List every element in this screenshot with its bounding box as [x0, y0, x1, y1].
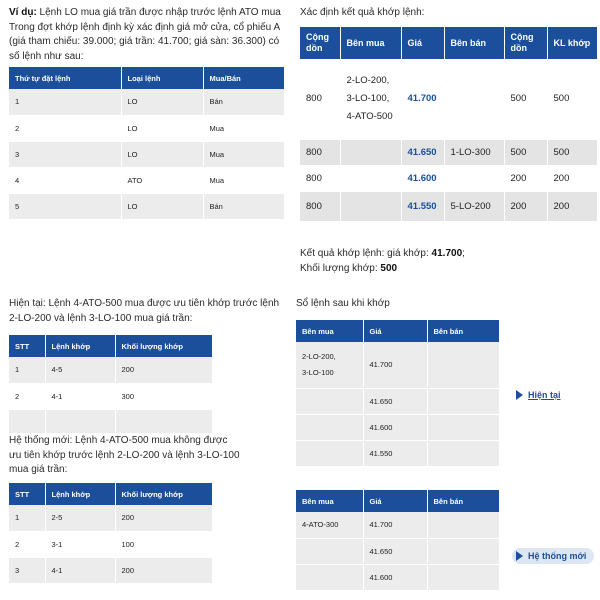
current-header-1: Lệnh khớp — [45, 335, 115, 357]
table-cell: Bán — [203, 193, 284, 219]
table-cell: 4-ATO-300 — [296, 512, 363, 538]
table-cell — [115, 409, 212, 433]
after-title: Sổ lệnh sau khi khớp — [296, 298, 390, 309]
current-header-0: STT — [9, 335, 45, 357]
table-cell — [296, 564, 363, 590]
table-cell: 3 — [9, 141, 121, 167]
table-cell: 1 — [9, 357, 45, 383]
table-row — [296, 414, 499, 440]
table-cell: 4-1 — [45, 383, 115, 409]
table-row — [300, 191, 597, 221]
table-cell: 5-LO-200 — [444, 191, 504, 221]
table-cell: 41.600 — [363, 564, 427, 590]
table-cell: 41.600 — [401, 165, 444, 191]
table-cell: 200 — [547, 191, 597, 221]
example-paragraph — [9, 6, 281, 64]
volume-value: 500 — [380, 263, 398, 274]
result-price: 41.700 — [431, 248, 463, 259]
table-cell — [296, 388, 363, 414]
table-cell — [296, 538, 363, 564]
volume-prefix: Khối lượng khớp: — [300, 263, 381, 274]
new-system-text: Hệ thống mới: Lệnh 4-ATO-500 mua không được ưu tiên khớp trước lệnh 2-LO-200 và lệnh 3-LO-100 mua giá trần: — [9, 435, 240, 475]
table-cell: 41.700 — [401, 59, 444, 139]
table-cell: 500 — [504, 59, 547, 139]
matching-title: Xác định kết quả khớp lệnh: — [300, 7, 425, 18]
current-label-text: Hiện tại — [528, 390, 561, 400]
table-cell: 200 — [504, 191, 547, 221]
table-cell: 4-1 — [45, 557, 115, 583]
table-row — [9, 357, 212, 383]
orders-header-1: Loại lệnh — [121, 67, 203, 89]
table-cell: 200 — [504, 165, 547, 191]
after-current-header-2: Bên bán — [427, 320, 499, 342]
table-cell — [340, 139, 401, 165]
table-cell: Mua — [203, 115, 284, 141]
table-cell: 3 — [9, 557, 45, 583]
example-text: Lệnh LO mua giá trần được nhập trước lệnh ATO mua Trong đợt khớp lệnh định kỳ xác định giá mở cửa, cổ phiếu A (giá tham chiếu: 39.000; giá trần: 41.700; giá sàn: 36.300) có số lệnh như sau: — [9, 7, 281, 62]
table-cell: 41.700 — [363, 512, 427, 538]
table-row — [296, 512, 499, 538]
table-cell: 800 — [300, 139, 340, 165]
matching-header-0: Cộng dồn — [300, 27, 340, 59]
table-cell: 500 — [504, 139, 547, 165]
table-cell: 200 — [115, 557, 212, 583]
table-cell: 41.650 — [401, 139, 444, 165]
table-cell: LO — [121, 89, 203, 115]
new-label — [512, 548, 594, 564]
table-cell: Bán — [203, 89, 284, 115]
table-cell — [296, 414, 363, 440]
table-cell — [427, 512, 499, 538]
table-row — [300, 59, 597, 139]
table-cell: 5 — [9, 193, 121, 219]
table-cell: Mua — [203, 167, 284, 193]
new-label-text: Hệ thống mới — [528, 551, 587, 561]
table-cell — [296, 440, 363, 466]
table-cell: 500 — [547, 59, 597, 139]
table-cell: 41.700 — [363, 342, 427, 388]
triangle-right-icon — [516, 390, 523, 400]
table-cell — [444, 165, 504, 191]
table-row — [296, 440, 499, 466]
table-row — [9, 141, 284, 167]
table-cell: 500 — [547, 139, 597, 165]
matching-header-4: Cộng dồn — [504, 27, 547, 59]
matching-header-2: Giá — [401, 27, 444, 59]
table-row — [9, 383, 212, 409]
current-header-2: Khối lượng khớp — [115, 335, 212, 357]
table-row — [296, 538, 499, 564]
newsys-header-1: Lệnh khớp — [45, 483, 115, 505]
orders-header-2: Mua/Bán — [203, 67, 284, 89]
table-cell — [427, 440, 499, 466]
result-prefix: Kết quả khớp lệnh: giá khớp: — [300, 248, 432, 259]
table-row — [9, 531, 212, 557]
matching-header-5: KL khớp — [547, 27, 597, 59]
table-cell: 41.650 — [363, 388, 427, 414]
table-row — [9, 167, 284, 193]
after-new-table — [296, 490, 500, 591]
table-cell: 1 — [9, 505, 45, 531]
table-cell: 4-5 — [45, 357, 115, 383]
table-cell: 41.550 — [363, 440, 427, 466]
table-row — [9, 115, 284, 141]
matching-result — [300, 247, 465, 262]
table-cell — [9, 409, 45, 433]
newsys-header-0: STT — [9, 483, 45, 505]
after-new-header-0: Bên mua — [296, 490, 363, 512]
table-cell: LO — [121, 141, 203, 167]
after-new-header-2: Bên bán — [427, 490, 499, 512]
table-cell: 3-1 — [45, 531, 115, 557]
matching-table — [300, 27, 598, 222]
after-current-header-0: Bên mua — [296, 320, 363, 342]
after-new-header-1: Giá — [363, 490, 427, 512]
table-row — [9, 89, 284, 115]
example-lead: Ví dụ: — [9, 7, 37, 18]
new-system-table — [9, 483, 213, 584]
table-cell — [427, 538, 499, 564]
table-cell: ATO — [121, 167, 203, 193]
matching-header-3: Bên bán — [444, 27, 504, 59]
table-cell — [45, 409, 115, 433]
table-cell: LO — [121, 115, 203, 141]
table-row — [296, 388, 499, 414]
current-label — [516, 390, 561, 400]
table-cell: 2 — [9, 115, 121, 141]
table-row — [9, 193, 284, 219]
after-current-header-1: Giá — [363, 320, 427, 342]
table-cell: 41.600 — [363, 414, 427, 440]
table-cell — [340, 191, 401, 221]
table-cell — [427, 388, 499, 414]
table-row — [296, 564, 499, 590]
orders-header-0: Thứ tự đặt lệnh — [9, 67, 121, 89]
table-cell: 800 — [300, 191, 340, 221]
current-text: Hiện tại: Lệnh 4-ATO-500 mua được ưu tiên khớp trước lệnh 2-LO-200 và lệnh 3-LO-100 mua giá trần: — [9, 298, 280, 324]
table-cell: 41.550 — [401, 191, 444, 221]
new-label-pill — [512, 548, 594, 564]
newsys-header-2: Khối lượng khớp — [115, 483, 212, 505]
table-cell: 2 — [9, 531, 45, 557]
result-suffix: ; — [462, 248, 465, 259]
table-row — [9, 557, 212, 583]
table-cell: 4 — [9, 167, 121, 193]
table-cell: 200 — [115, 505, 212, 531]
table-row — [9, 409, 212, 433]
table-cell: 300 — [115, 383, 212, 409]
table-cell: 2-LO-200, 3-LO-100 — [296, 342, 363, 388]
table-cell: LO — [121, 193, 203, 219]
table-cell: 200 — [115, 357, 212, 383]
table-row — [9, 505, 212, 531]
table-row — [296, 342, 499, 388]
matching-header-1: Bên mua — [340, 27, 401, 59]
table-cell: 2-LO-200, 3-LO-100, 4-ATO-500 — [340, 59, 401, 139]
table-cell — [427, 414, 499, 440]
table-row — [300, 165, 597, 191]
table-cell: Mua — [203, 141, 284, 167]
after-current-table — [296, 320, 500, 467]
table-cell — [444, 59, 504, 139]
current-table — [9, 335, 213, 434]
table-cell: 41.650 — [363, 538, 427, 564]
triangle-right-icon — [516, 551, 523, 561]
table-cell: 100 — [115, 531, 212, 557]
orders-table — [9, 67, 285, 220]
table-cell — [340, 165, 401, 191]
matching-volume — [300, 262, 397, 277]
table-cell: 1-LO-300 — [444, 139, 504, 165]
table-cell: 800 — [300, 59, 340, 139]
table-cell: 200 — [547, 165, 597, 191]
table-cell: 2-5 — [45, 505, 115, 531]
table-cell: 2 — [9, 383, 45, 409]
table-row — [300, 139, 597, 165]
table-cell: 1 — [9, 89, 121, 115]
table-cell: 800 — [300, 165, 340, 191]
table-cell — [427, 564, 499, 590]
table-cell — [427, 342, 499, 388]
